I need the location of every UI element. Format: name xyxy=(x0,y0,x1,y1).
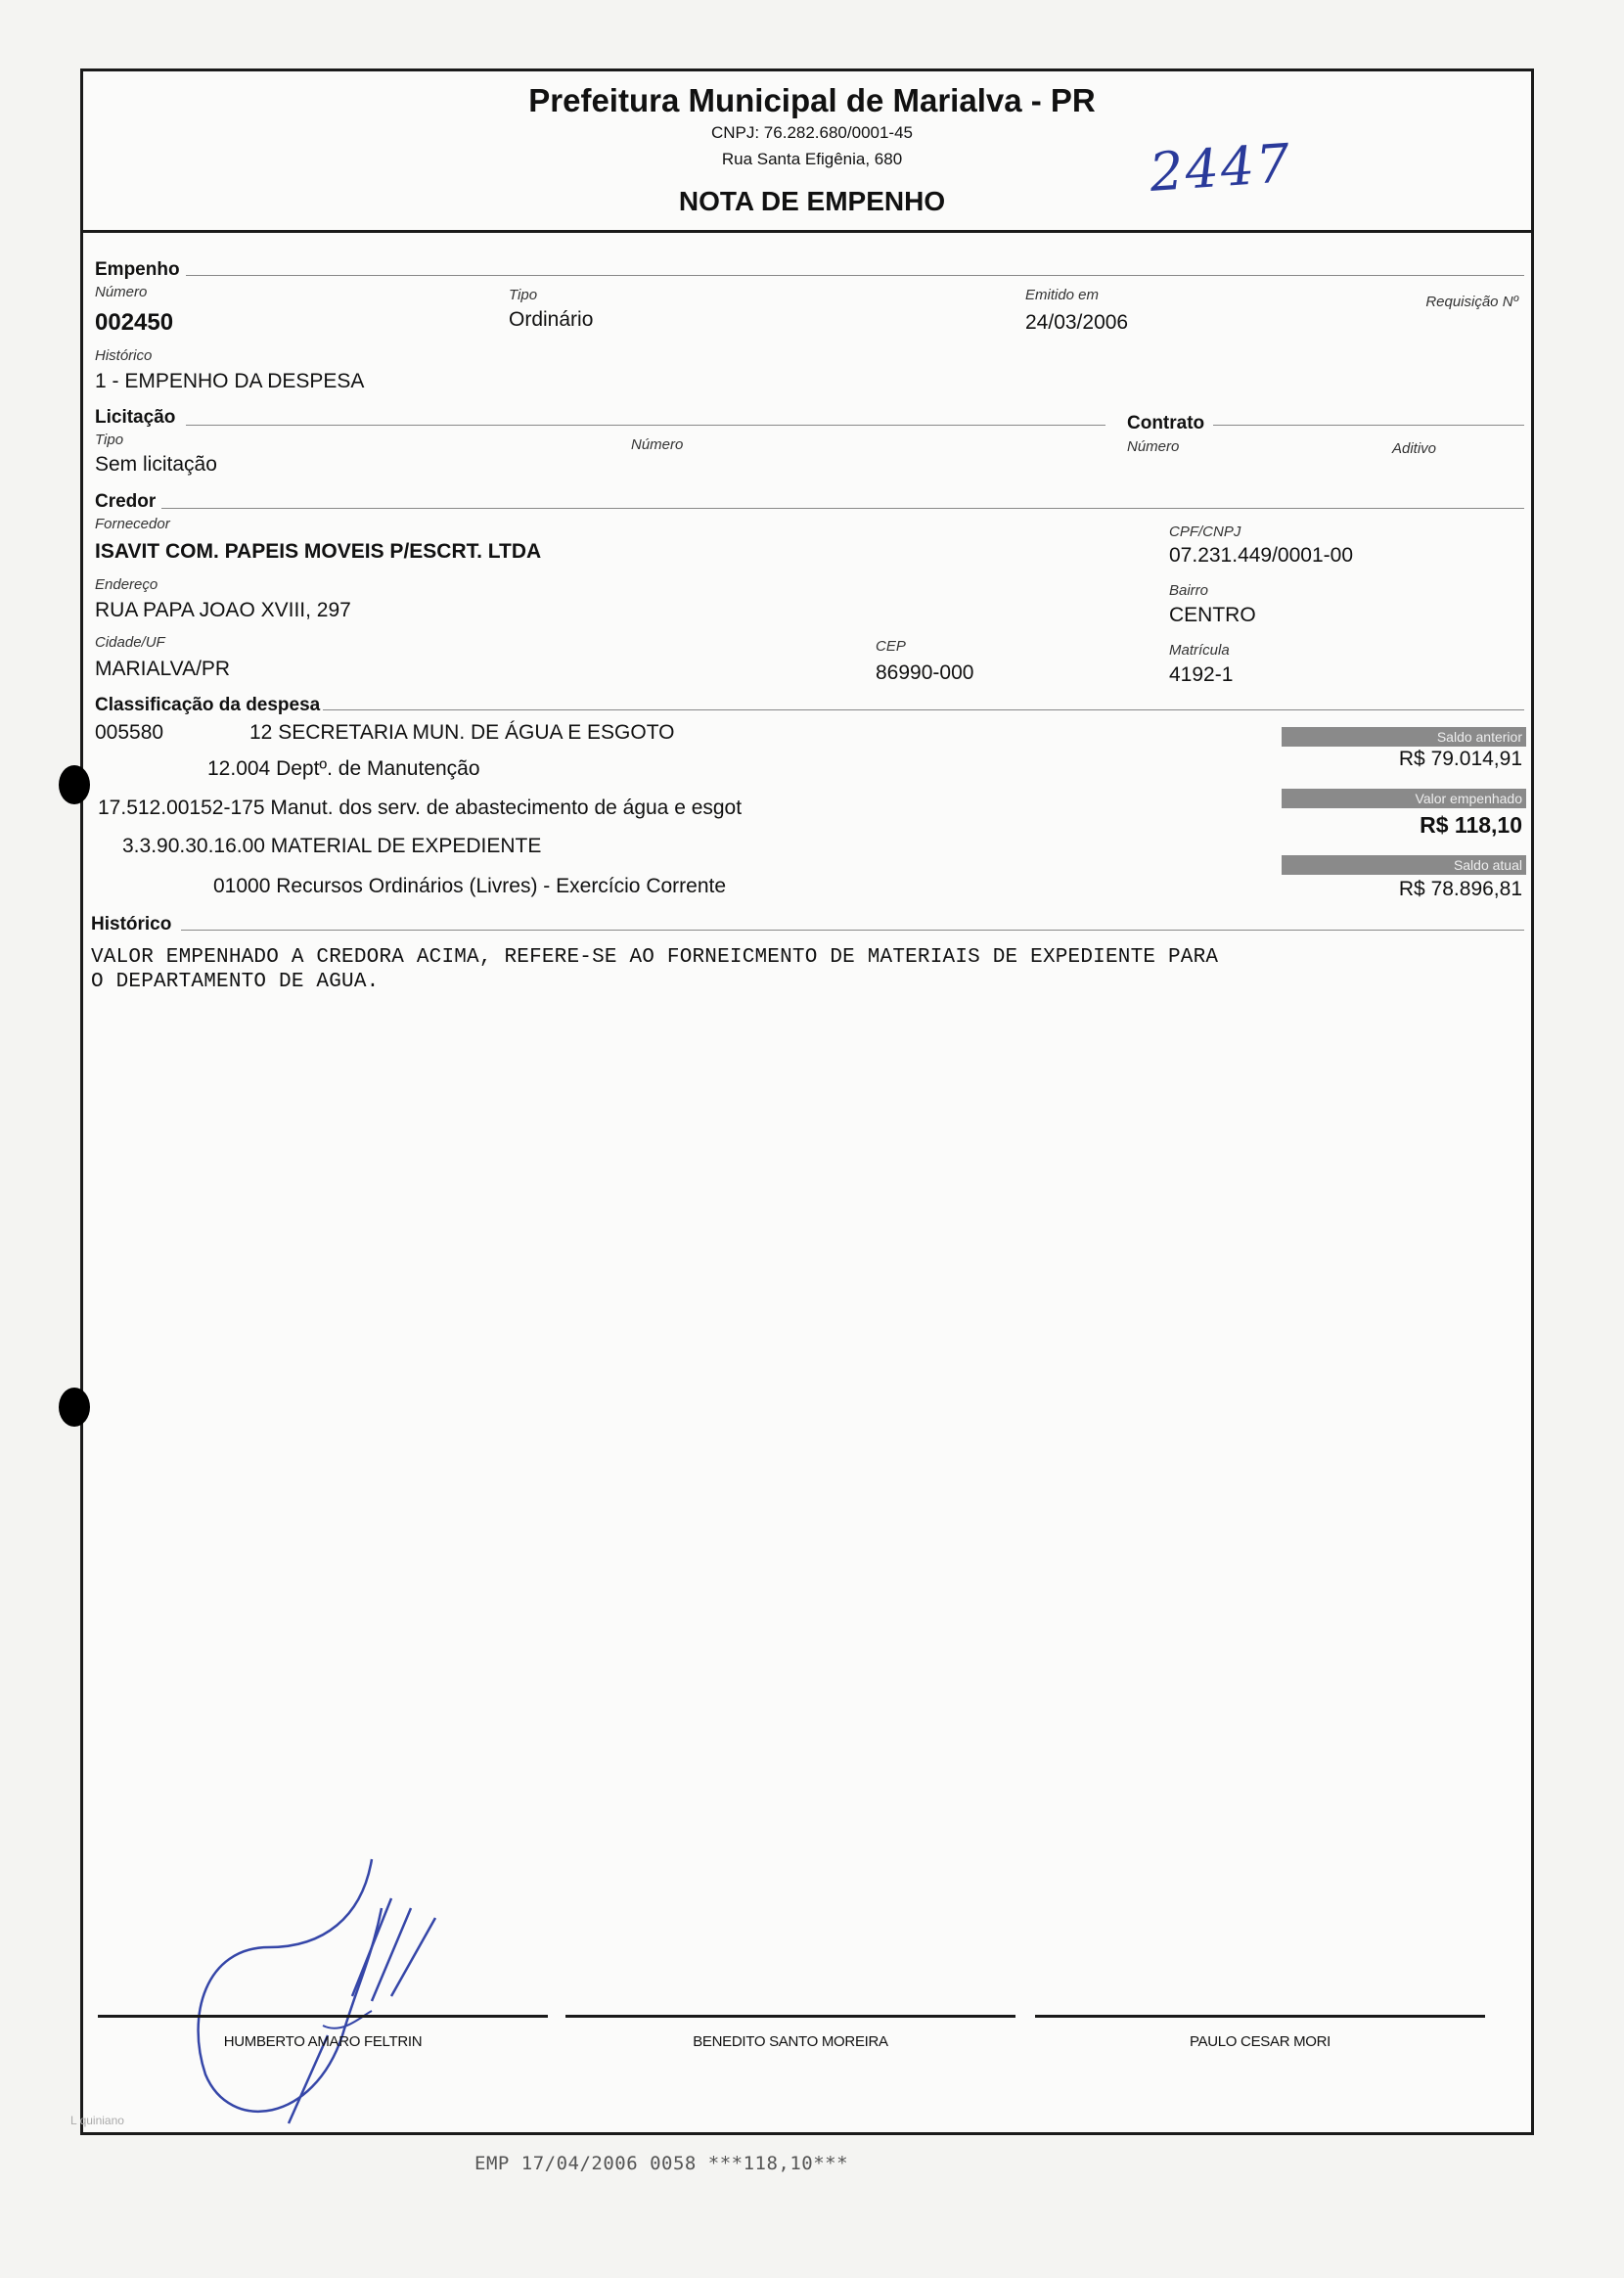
valor-empenhado-value: R$ 118,10 xyxy=(1420,812,1522,838)
signature-name-1: HUMBERTO AMARO FELTRIN xyxy=(223,2033,423,2050)
historico-text-line1: VALOR EMPENHADO A CREDORA ACIMA, REFERE-SE AO FORNEICMENTO DE MATERIAIS DE EXPEDIENTE PARA xyxy=(91,946,1219,969)
section-line xyxy=(186,425,1105,426)
punch-hole-bottom xyxy=(59,1388,90,1427)
signature-line-1 xyxy=(98,2015,548,2018)
endereco-value: RUA PAPA JOAO XVIII, 297 xyxy=(95,599,351,621)
saldo-atual-value: R$ 78.896,81 xyxy=(1398,878,1522,900)
handwritten-number: 2447 xyxy=(1147,132,1294,204)
saldo-anterior-value: R$ 79.014,91 xyxy=(1398,748,1522,770)
matricula-value: 4192-1 xyxy=(1169,663,1234,686)
doc-title: NOTA DE EMPENHO xyxy=(678,186,946,216)
bairro-label: Bairro xyxy=(1169,582,1209,599)
classificacao-line2: 12.004 Deptº. de Manutenção xyxy=(207,757,480,780)
section-licitacao: Licitação xyxy=(95,407,176,428)
empenho-tipo-label: Tipo xyxy=(509,287,538,303)
fornecedor-label: Fornecedor xyxy=(95,516,170,532)
contrato-aditivo-label: Aditivo xyxy=(1392,440,1437,457)
punch-hole-top xyxy=(59,765,90,804)
org-address: Rua Santa Efigênia, 680 xyxy=(721,150,903,168)
saldo-anterior-label: Saldo anterior xyxy=(1282,727,1526,747)
historico-value: 1 - EMPENHO DA DESPESA xyxy=(95,370,365,392)
classificacao-line3: 17.512.00152-175 Manut. dos serv. de abastecimento de água e esgot xyxy=(98,797,743,819)
historico-label: Histórico xyxy=(95,347,153,364)
empenho-numero: 002450 xyxy=(95,309,174,336)
signature-name-3: PAULO CESAR MORI xyxy=(1189,2033,1331,2050)
matricula-label: Matrícula xyxy=(1169,642,1230,659)
section-line xyxy=(186,275,1524,276)
valor-empenhado-label: Valor empenhado xyxy=(1282,789,1526,808)
licitacao-numero-label: Número xyxy=(631,436,684,453)
section-line xyxy=(323,709,1524,710)
signature-line-3 xyxy=(1035,2015,1485,2018)
classificacao-line1: 12 SECRETARIA MUN. DE ÁGUA E ESGOTO xyxy=(249,721,675,744)
emitido-date: 24/03/2006 xyxy=(1025,311,1129,334)
cpf-label: CPF/CNPJ xyxy=(1169,524,1241,540)
software-mark: L quiniano xyxy=(70,2114,124,2127)
historico-text-line2: O DEPARTAMENTO DE AGUA. xyxy=(91,971,380,993)
empenho-numero-label: Número xyxy=(95,284,148,300)
endereco-label: Endereço xyxy=(95,576,158,593)
cep-value: 86990-000 xyxy=(876,661,974,684)
contrato-numero-label: Número xyxy=(1127,438,1180,455)
classificacao-line5: 01000 Recursos Ordinários (Livres) - Exercício Corrente xyxy=(213,875,727,897)
cpf-value: 07.231.449/0001-00 xyxy=(1169,544,1354,567)
section-line xyxy=(161,508,1524,509)
section-empenho: Empenho xyxy=(95,259,180,280)
section-line xyxy=(181,930,1524,931)
classificacao-code: 005580 xyxy=(95,721,164,744)
section-historico: Histórico xyxy=(91,914,172,934)
section-classificacao: Classificação da despesa xyxy=(95,695,321,715)
org-name: Prefeitura Municipal de Marialva - PR xyxy=(528,82,1096,118)
signature-line-2 xyxy=(565,2015,1015,2018)
mechanical-stamp: EMP 17/04/2006 0058 ***118,10*** xyxy=(474,2153,849,2174)
section-contrato: Contrato xyxy=(1127,413,1205,433)
signature-name-2: BENEDITO SANTO MOREIRA xyxy=(693,2033,888,2050)
cidade-value: MARIALVA/PR xyxy=(95,658,231,680)
emitido-label: Emitido em xyxy=(1025,287,1100,303)
section-line xyxy=(1213,425,1524,426)
signature-image xyxy=(176,1840,499,2133)
section-credor: Credor xyxy=(95,491,157,512)
requisicao-label: Requisição Nº xyxy=(1425,294,1518,310)
licitacao-tipo-label: Tipo xyxy=(95,432,124,448)
cep-label: CEP xyxy=(876,638,906,655)
empenho-tipo: Ordinário xyxy=(509,308,594,331)
classificacao-line4: 3.3.90.30.16.00 MATERIAL DE EXPEDIENTE xyxy=(122,835,542,857)
header-divider xyxy=(80,230,1534,233)
saldo-atual-label: Saldo atual xyxy=(1282,855,1526,875)
bairro-value: CENTRO xyxy=(1169,604,1256,626)
org-cnpj: CNPJ: 76.282.680/0001-45 xyxy=(710,123,914,142)
cidade-label: Cidade/UF xyxy=(95,634,165,651)
fornecedor-value: ISAVIT COM. PAPEIS MOVEIS P/ESCRT. LTDA xyxy=(95,540,542,563)
licitacao-tipo: Sem licitação xyxy=(95,453,217,476)
